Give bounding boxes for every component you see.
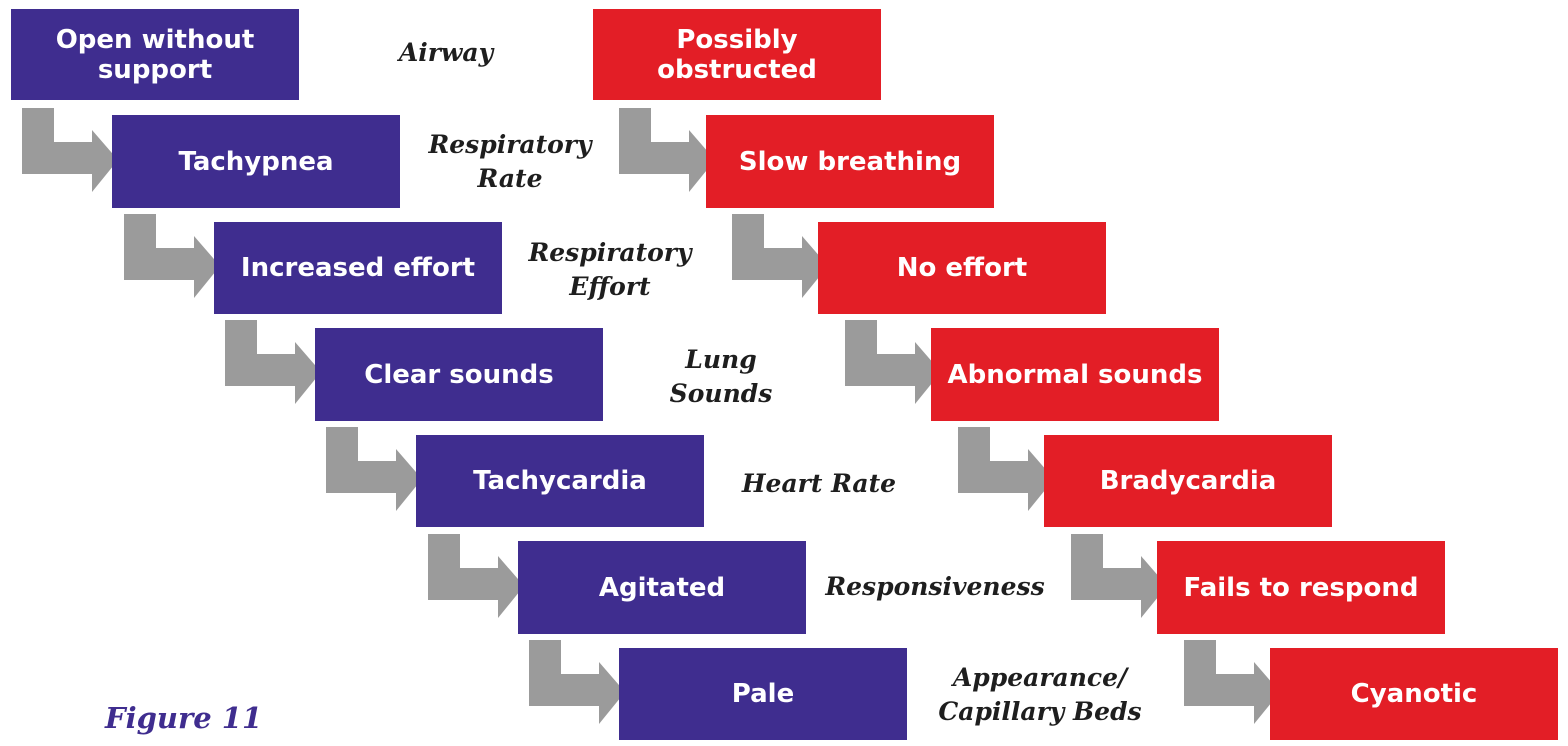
distress-box-responsiveness: Fails to respond bbox=[1157, 541, 1445, 634]
category-label-line: Lung bbox=[685, 345, 757, 374]
stable-box-lung-sounds: Clear sounds bbox=[315, 328, 603, 421]
stable-box-appearance: Pale bbox=[619, 648, 907, 740]
category-label-line: Respiratory bbox=[428, 130, 592, 159]
category-label-airway bbox=[346, 36, 546, 70]
distress-arrow-6 bbox=[1184, 640, 1280, 724]
category-label-line: Respiratory bbox=[528, 238, 692, 267]
stable-box-respiratory-rate: Tachypnea bbox=[112, 115, 400, 208]
stable-arrow-4 bbox=[326, 427, 422, 511]
distress-box-heart-rate: Bradycardia bbox=[1044, 435, 1332, 527]
distress-box-respiratory-rate: Slow breathing bbox=[706, 115, 994, 208]
category-label-respiratory-rate bbox=[410, 128, 610, 196]
stable-arrow-2 bbox=[124, 214, 220, 298]
stable-arrow-1 bbox=[22, 108, 118, 192]
stable-arrow-5 bbox=[428, 534, 524, 618]
stable-box-respiratory-effort: Increased effort bbox=[214, 222, 502, 314]
stable-box-responsiveness: Agitated bbox=[518, 541, 806, 634]
category-label-line: Sounds bbox=[669, 379, 773, 408]
distress-arrow-5 bbox=[1071, 534, 1167, 618]
category-label-appearance bbox=[925, 661, 1155, 729]
category-label-line: Capillary Beds bbox=[938, 697, 1142, 726]
stable-box-airway: Open without support bbox=[11, 9, 299, 100]
category-label-heart-rate bbox=[719, 467, 919, 501]
distress-arrow-2 bbox=[732, 214, 828, 298]
category-label-lung-sounds bbox=[621, 343, 821, 411]
distress-box-respiratory-effort: No effort bbox=[818, 222, 1106, 314]
figure-caption: Figure 11 bbox=[105, 701, 263, 735]
category-label-line: Airway bbox=[398, 38, 494, 67]
distress-box-lung-sounds: Abnormal sounds bbox=[931, 328, 1219, 421]
category-label-responsiveness bbox=[820, 570, 1050, 604]
category-label-line: Rate bbox=[477, 164, 543, 193]
stable-arrow-3 bbox=[225, 320, 321, 404]
stable-arrow-6 bbox=[529, 640, 625, 724]
distress-arrow-3 bbox=[845, 320, 941, 404]
category-label-line: Responsiveness bbox=[825, 572, 1045, 601]
category-label-line: Heart Rate bbox=[741, 469, 897, 498]
category-label-line: Effort bbox=[569, 272, 651, 301]
distress-box-airway: Possibly obstructed bbox=[593, 9, 881, 100]
distress-arrow-4 bbox=[958, 427, 1054, 511]
category-label-respiratory-effort bbox=[510, 236, 710, 304]
distress-arrow-1 bbox=[619, 108, 715, 192]
stable-box-heart-rate: Tachycardia bbox=[416, 435, 704, 527]
distress-box-appearance: Cyanotic bbox=[1270, 648, 1558, 740]
category-label-line: Appearance/ bbox=[952, 663, 1128, 692]
